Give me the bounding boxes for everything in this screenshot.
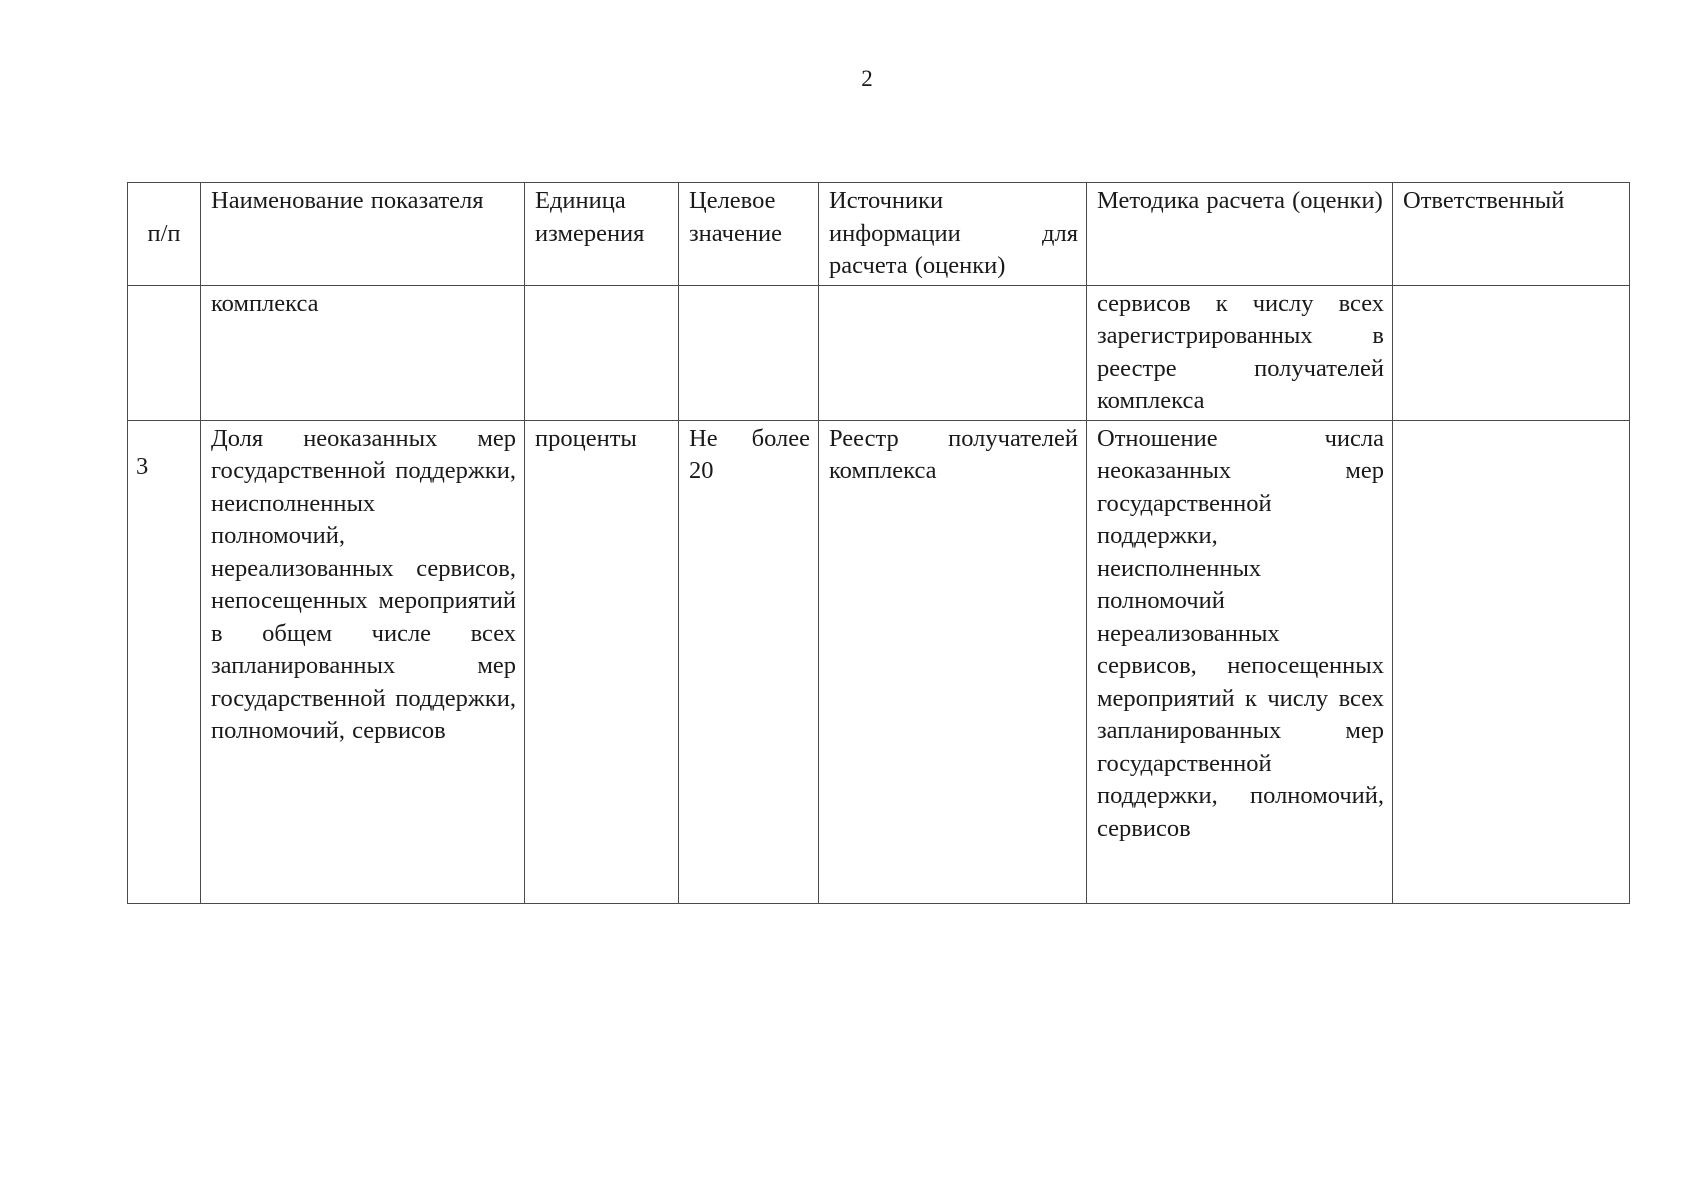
page-number: 2 (861, 66, 873, 91)
table-row (128, 420, 1630, 903)
indicators-table (127, 182, 1630, 904)
cell-target (679, 285, 819, 420)
cell-unit (525, 285, 679, 420)
cell-name: комплекса (201, 285, 525, 420)
header-responsible: Ответственный (1393, 183, 1630, 286)
cell-method: Отношение числа неоказанных мер государственной поддержки, неисполненных полномочий нереализованных сервисов, непосещенных мероприятий к числу всех запланированных мер государственной поддержки, полномочий, сервисов (1087, 420, 1393, 903)
cell-num: 3 (128, 420, 201, 903)
header-target: Целевое значение (679, 183, 819, 286)
cell-sources: Реестр получателей комплекса (819, 420, 1087, 903)
cell-sources (819, 285, 1087, 420)
cell-method: сервисов к числу всех зарегистрированных в реестре получателей комплекса (1087, 285, 1393, 420)
cell-name: Доля неоказанных мер государственной поддержки, неисполненных полномочий, нереализованных сервисов, непосещенных мероприятий в общем числе всех запланированных мер государственной поддержки, полномочий, сервисов (201, 420, 525, 903)
header-name: Наименование показателя (201, 183, 525, 286)
header-sources: Источники информации для расчета (оценки) (819, 183, 1087, 286)
cell-responsible (1393, 420, 1630, 903)
header-unit: Единица измерения (525, 183, 679, 286)
header-num: п/п (128, 183, 201, 286)
table-row (128, 285, 1630, 420)
cell-target: Не более 20 (679, 420, 819, 903)
cell-num (128, 285, 201, 420)
table-header-row (128, 183, 1630, 286)
cell-responsible (1393, 285, 1630, 420)
cell-unit: проценты (525, 420, 679, 903)
header-method: Методика расчета (оценки) (1087, 183, 1393, 286)
